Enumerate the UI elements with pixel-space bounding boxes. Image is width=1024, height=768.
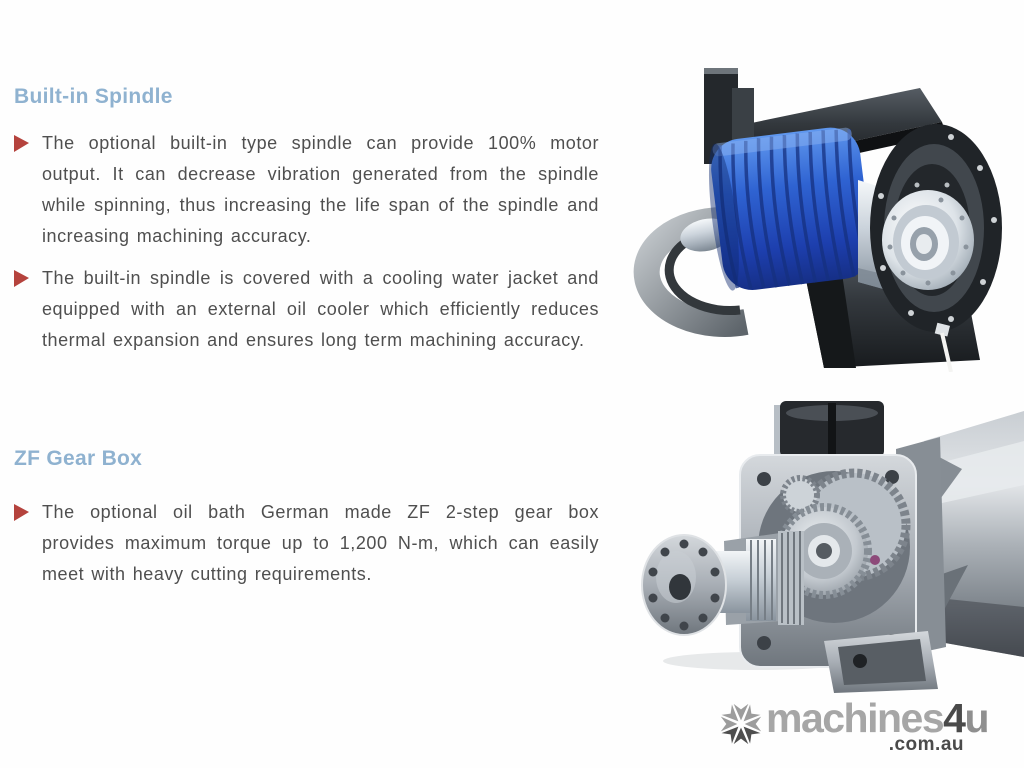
triangle-bullet-icon: [14, 270, 29, 287]
spindle-cutaway-illustration: [628, 30, 1024, 372]
gearbox-cutaway-illustration: [628, 389, 1024, 695]
spindle-cutaway-image: [628, 30, 1024, 372]
logo-brand-name: machines4u: [766, 695, 989, 741]
machines4u-asterisk-icon: [719, 701, 763, 752]
bullet-text: The optional oil bath German made ZF 2-step gear box provides maximum torque up to 1,200 N-m, which can easily meet with heavy cutting requirements.: [42, 502, 599, 584]
section-heading-zf-gear-box: ZF Gear Box: [14, 447, 143, 470]
logo-text: [766, 695, 989, 755]
logo-domain: .com.au: [888, 734, 965, 755]
bullet-item: [14, 263, 599, 356]
gearbox-cutaway-image: [628, 389, 1024, 695]
section-heading-built-in-spindle: Built-in Spindle: [14, 85, 173, 108]
machines4u-watermark: [719, 695, 989, 755]
bullet-item: [14, 497, 599, 590]
bullet-item: [14, 128, 599, 252]
bullet-text: The built-in spindle is covered with a cooling water jacket and equipped with an external oil cooler which efficiently reduces thermal expansion and ensures long term machining accuracy.: [42, 268, 599, 350]
triangle-bullet-icon: [14, 135, 29, 152]
bullet-text: The optional built-in type spindle can provide 100% motor output. It can decrease vibration generated from the spindle while spinning, thus increasing the life span of the spindle and increasing machining accuracy.: [42, 133, 599, 246]
triangle-bullet-icon: [14, 504, 29, 521]
